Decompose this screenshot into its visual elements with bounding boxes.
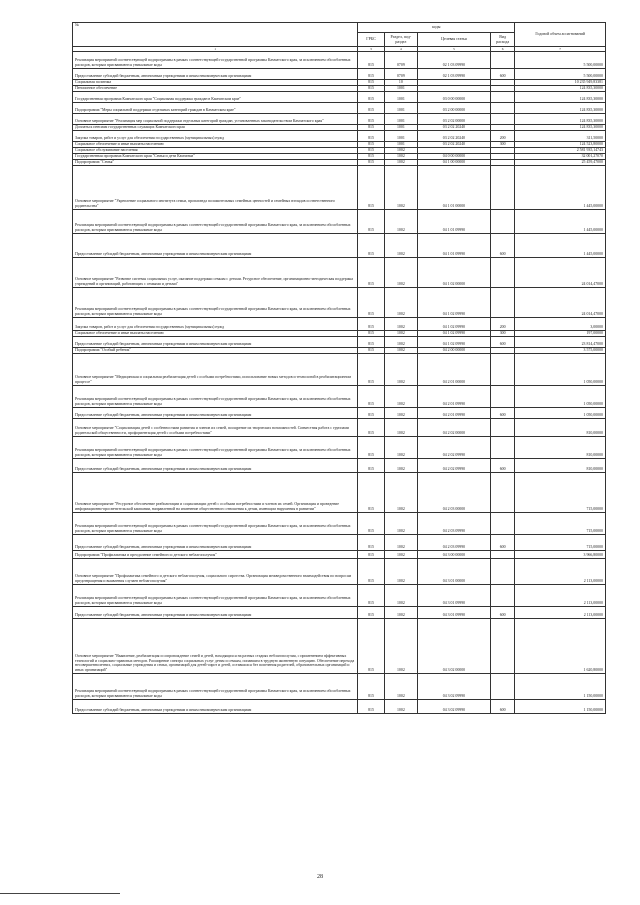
col-index: 7 [515,47,606,52]
row-sum: 1 150,00000 [515,674,606,700]
row-grbs: 815 [358,258,385,288]
table-row [73,473,606,513]
row-expense-type: 300 [490,142,514,148]
row-target-article: 03 2 02 20240 [417,125,490,131]
row-name: Реализация мероприятий соответствующей подпрограммы в рамках соответствующей государственной программы Камчатского края, за исключением обособленных расходов, которым присваиваются уникальные коды [73,674,358,700]
row-section: 1002 [384,535,417,551]
row-target-article: 03 2 02 00000 [417,114,490,125]
row-sum: 311,50000 [515,131,606,142]
row-name: Основное мероприятие "Выявление, реабилитация и сопровождение семей и детей, находящихся на разных стадиях неблагополучия, с применением эффективных технологий и социально-правовых методов. Расширение спектра социальных услуг детям и семьям, попавшим в трудную жизненную ситуацию. Обеспечение перехода несовершеннолетних, социальные учреждения и семьи, организаций для детей-сирот и детей, оставшихся без попечения родителей, образовательных организаций и иных организаций" [73,619,358,674]
budget-document [72,22,606,714]
row-name: Подпрограмма "Профилактика и преодоление семейного и детского неблагополучия" [73,551,358,559]
row-sum: 3 575,00000 [515,348,606,354]
row-grbs: 815 [358,459,385,473]
row-target-article: 02 1 03 09990 [417,52,490,69]
row-expense-type [490,619,514,674]
row-sum: 1 050,00000 [515,408,606,419]
row-sum: 1 150,00000 [515,700,606,714]
row-sum: 715,00000 [515,473,606,513]
row-grbs: 815 [358,386,385,408]
row-name: Подпрограмма "Особый ребенок" [73,348,358,354]
row-name: Доплаты к пенсиям государственных служащих Камчатского края [73,125,358,131]
row-sum: 5 500,00000 [515,52,606,69]
row-expense-type [490,559,514,585]
row-name: Реализация мероприятий соответствующей подпрограммы в рамках соответствующей государственной программы Камчатского края, за исключением обособленных расходов, которым присваиваются уникальные коды [73,513,358,535]
table-row [73,114,606,125]
row-grbs: 815 [358,551,385,559]
row-target-article: 04 0 00 00000 [417,154,490,160]
col-index: 1 [73,47,358,52]
row-target-article: 04 3 02 09990 [417,674,490,700]
row-section: 1001 [384,103,417,114]
table-row [73,408,606,419]
row-name: Предоставление субсидий бюджетным, автономным учреждениям и иным некоммерческим организациям [73,337,358,348]
header-target-article: Целевая статья [417,33,490,47]
footnote-divider [0,893,120,894]
col-index: 4 [384,47,417,52]
row-sum: 715,00000 [515,513,606,535]
row-target-article: 04 3 02 09990 [417,700,490,714]
row-grbs: 815 [358,80,385,86]
table-row [73,258,606,288]
row-sum: 124 835,30000 [515,114,606,125]
header-grbs: ГРБС [358,33,385,47]
row-sum: 5 500,00000 [515,69,606,80]
row-expense-type [490,166,514,210]
row-sum: 2 581 935,14743 [515,148,606,154]
row-section: 1002 [384,408,417,419]
row-sum: 24 014,47000 [515,288,606,318]
row-name: Основное мероприятие "Медицинская и социальная реабилитация детей с особыми потребностями, использование новых методов и технологий в реабилитационном процессе" [73,354,358,386]
row-section: 1001 [384,131,417,142]
row-sum: 810,00000 [515,459,606,473]
row-grbs: 815 [358,86,385,92]
table-row [73,607,606,619]
page-number: 28 [317,874,323,880]
row-expense-type: 600 [490,535,514,551]
row-sum: 1 445,00000 [515,210,606,234]
row-grbs: 815 [358,210,385,234]
row-grbs: 815 [358,166,385,210]
row-section: 1002 [384,437,417,459]
row-section: 1002 [384,674,417,700]
row-section: 1002 [384,700,417,714]
row-grbs: 815 [358,92,385,103]
row-target-article: 04 1 02 09990 [417,288,490,318]
row-section: 1002 [384,331,417,337]
col-index: 6 [490,47,514,52]
row-target-article: 04 2 01 09990 [417,408,490,419]
row-target-article: 04 2 03 09990 [417,513,490,535]
row-target-article: 04 2 02 09990 [417,459,490,473]
row-section: 1001 [384,125,417,131]
row-expense-type [490,354,514,386]
row-name: Основное мероприятие "Профилактика семейного и детского неблагополучия, социального сиротства. Организация межведомственного взаимодействия по вопросам предотвращения и выявления случаев неблагополучия" [73,559,358,585]
row-section: 1002 [384,337,417,348]
row-sum: 3 966,80000 [515,551,606,559]
table-row [73,419,606,437]
row-target-article: 03 2 02 20240 [417,142,490,148]
row-expense-type: 300 [490,331,514,337]
row-section: 1002 [384,234,417,258]
row-name: Реализация мероприятий соответствующей подпрограммы в рамках соответствующей государственной программы Камчатского края, за исключением обособленных расходов, которым присваиваются уникальные коды [73,386,358,408]
table-row [73,210,606,234]
row-name: Основное мероприятие "Укрепление социального института семьи, пропаганда положительных семейных ценностей и семейных взглядов и ответственного родительства" [73,166,358,210]
row-section: 1002 [384,419,417,437]
row-grbs: 815 [358,674,385,700]
row-section: 1001 [384,114,417,125]
row-section: 1002 [384,160,417,166]
row-name: Закупка товаров, работ и услуг для обеспечения государственных (муниципальных) нужд [73,131,358,142]
header-number: № [73,23,358,47]
row-target-article: 04 3 00 00000 [417,551,490,559]
row-grbs: 815 [358,473,385,513]
row-sum: 1 620,80000 [515,619,606,674]
row-grbs: 815 [358,318,385,331]
header-codes: коды [358,23,515,33]
row-section: 1002 [384,459,417,473]
row-name: Реализация мероприятий соответствующей подпрограммы в рамках соответствующей государственной программы Камчатского края, за исключением обособленных расходов, которым присваиваются уникальные коды [73,585,358,607]
row-expense-type [490,473,514,513]
row-target-article: 03 2 00 00000 [417,103,490,114]
row-target-article: 04 2 03 09990 [417,535,490,551]
budget-table [72,22,606,714]
col-index: 3 [358,47,385,52]
row-sum: 124 523,80000 [515,142,606,148]
table-row [73,535,606,551]
row-section: 1002 [384,559,417,585]
table-row [73,288,606,318]
row-target-article: 02 1 03 09990 [417,69,490,80]
row-sum: 32 001,27070 [515,154,606,160]
row-name: Закупка товаров, работ и услуг для обеспечения государственных (муниципальных) нужд [73,318,358,331]
row-name: Предоставление субсидий бюджетным, автономным учреждениям и иным некоммерческим организациям [73,234,358,258]
row-target-article: 04 1 02 09990 [417,331,490,337]
table-row [73,437,606,459]
table-row [73,354,606,386]
row-grbs: 815 [358,585,385,607]
row-grbs: 815 [358,69,385,80]
row-section: 0709 [384,69,417,80]
table-row [73,386,606,408]
row-expense-type: 600 [490,459,514,473]
row-target-article: 04 1 00 00000 [417,160,490,166]
row-expense-type: 200 [490,131,514,142]
row-grbs: 815 [358,52,385,69]
row-grbs: 815 [358,559,385,585]
row-grbs: 815 [358,114,385,125]
row-expense-type: 600 [490,337,514,348]
row-sum: 1 445,00000 [515,166,606,210]
table-row [73,103,606,114]
row-sum: 2 113,00000 [515,607,606,619]
row-name: Предоставление субсидий бюджетным, автономным учреждениям и иным некоммерческим организациям [73,459,358,473]
row-expense-type [490,419,514,437]
row-sum: 124 835,30000 [515,125,606,131]
row-sum: 810,00000 [515,437,606,459]
row-expense-type [490,674,514,700]
row-section: 1002 [384,386,417,408]
table-row [73,131,606,142]
row-section: 1002 [384,258,417,288]
row-sum: 810,00000 [515,419,606,437]
row-section: 1002 [384,210,417,234]
row-target-article: 04 2 01 00000 [417,354,490,386]
row-target-article: 03 0 00 00000 [417,92,490,103]
row-grbs: 815 [358,125,385,131]
row-sum: 124 835,30000 [515,92,606,103]
row-section: 1002 [384,288,417,318]
row-name: Подпрограмма "Меры социальной поддержки отдельных категорий граждан в Камчатском крае" [73,103,358,114]
row-name: Социальное обеспечение и иные выплаты населению [73,331,358,337]
header-section: Раздел, под- раздел [384,33,417,47]
row-name: Государственная программа Камчатского края "Семья и дети Камчатки" [73,154,358,160]
row-name: Предоставление субсидий бюджетным, автономным учреждениям и иным некоммерческим организациям [73,408,358,419]
row-target-article: 04 3 01 09990 [417,585,490,607]
row-grbs: 815 [358,148,385,154]
row-section: 1002 [384,318,417,331]
row-name: Предоставление субсидий бюджетным, автономным учреждениям и иным некоммерческим организациям [73,700,358,714]
row-sum: 25 459,47000 [515,160,606,166]
row-section: 10 [384,80,417,86]
table-row [73,337,606,348]
row-expense-type: 600 [490,700,514,714]
row-sum: 1 050,00000 [515,386,606,408]
row-name: Государственная программа Камчатского края "Социальная поддержка граждан в Камчатском крае" [73,92,358,103]
row-name: Социальная политика [73,80,358,86]
row-grbs: 815 [358,103,385,114]
row-sum: 124 835,30000 [515,86,606,92]
row-expense-type: 200 [490,318,514,331]
row-section: 1002 [384,148,417,154]
row-name: Социальное обеспечение и иные выплаты населению [73,142,358,148]
row-grbs: 815 [358,700,385,714]
row-section: 1002 [384,348,417,354]
row-target-article: 04 3 01 09990 [417,607,490,619]
table-row [73,551,606,559]
row-grbs: 815 [358,331,385,337]
row-section: 1001 [384,86,417,92]
row-expense-type [490,52,514,69]
col-index: 5 [417,47,490,52]
row-sum: 24 014,47000 [515,258,606,288]
header-expense-type: Вид расхода [490,33,514,47]
row-grbs: 815 [358,288,385,318]
row-sum: 3,00000 [515,318,606,331]
row-name: Предоставление субсидий бюджетным, автономным учреждениям и иным некоммерческим организациям [73,535,358,551]
row-name: Подпрограмма "Семья" [73,160,358,166]
row-grbs: 815 [358,142,385,148]
table-row [73,674,606,700]
row-name: Пенсионное обеспечение [73,86,358,92]
row-expense-type [490,114,514,125]
row-target-article: 04 2 03 00000 [417,473,490,513]
row-section: 1002 [384,607,417,619]
row-grbs: 815 [358,234,385,258]
table-row [73,166,606,210]
table-row [73,700,606,714]
row-target-article: 04 2 00 00000 [417,348,490,354]
row-target-article: 03 2 02 20240 [417,131,490,142]
row-section: 1001 [384,92,417,103]
row-target-article: 04 2 02 09990 [417,437,490,459]
row-target-article: 04 1 01 09990 [417,210,490,234]
table-row [73,318,606,331]
row-name: Основное мероприятие "Реализация мер социальной поддержки отдельных категорий граждан, установленных законодательством Камчатского края" [73,114,358,125]
row-grbs: 815 [358,619,385,674]
row-expense-type [490,513,514,535]
row-target-article: 04 1 02 09990 [417,337,490,348]
row-section: 1002 [384,513,417,535]
table-row [73,559,606,585]
row-name: Реализация мероприятий соответствующей подпрограммы в рамках соответствующей государственной программы Камчатского края, за исключением обособленных расходов, которым присваиваются уникальные коды [73,288,358,318]
row-target-article: 04 3 02 00000 [417,619,490,674]
row-grbs: 815 [358,337,385,348]
table-row [73,234,606,258]
table-row [73,585,606,607]
row-sum: 1 445,00000 [515,234,606,258]
row-section: 1002 [384,354,417,386]
row-sum: 715,00000 [515,535,606,551]
row-section: 1002 [384,473,417,513]
row-expense-type [490,92,514,103]
row-expense-type [490,551,514,559]
row-sum: 23 814,47000 [515,337,606,348]
row-grbs: 815 [358,154,385,160]
row-sum: 1 050,00000 [515,354,606,386]
row-section: 1002 [384,154,417,160]
row-target-article: 04 2 01 09990 [417,386,490,408]
row-grbs: 815 [358,535,385,551]
row-name: Реализация мероприятий соответствующей подпрограммы в рамках соответствующей государственной программы Камчатского края, за исключением обособленных расходов, которым присваиваются уникальные коды [73,210,358,234]
row-expense-type [490,258,514,288]
row-section: 1002 [384,166,417,210]
row-name: Основное мероприятие "Развитие системы социальных услуг, оказание поддержки семьям с детьми. Ресурсное обеспечение, организационно-методическая поддержка учреждений и организаций, работающих с семьями и детьми" [73,258,358,288]
row-section: 1001 [384,142,417,148]
row-grbs: 815 [358,348,385,354]
row-sum: 197,00000 [515,331,606,337]
table-row [73,69,606,80]
row-section: 1002 [384,551,417,559]
row-target-article: 04 1 02 00000 [417,258,490,288]
row-target-article: 04 1 01 00000 [417,166,490,210]
row-name: Реализация мероприятий соответствующей подпрограммы в рамках соответствующей государственной программы Камчатского края, за исключением обособленных расходов, которым присваиваются уникальные коды [73,437,358,459]
row-grbs: 815 [358,419,385,437]
row-expense-type [490,585,514,607]
row-section: 1002 [384,585,417,607]
table-row [73,513,606,535]
table-row [73,92,606,103]
row-section: 0709 [384,52,417,69]
row-name: Предоставление субсидий бюджетным, автономным учреждениям и иным некоммерческим организациям [73,69,358,80]
row-target-article: 04 2 02 00000 [417,419,490,437]
row-name: Основное мероприятие "Социализация детей с особенностями развития и членов их семей, поощрение их творческих возможностей. Совместная работа с группами родительской общественности, профориентация детей с особыми потребностями" [73,419,358,437]
row-name: Реализация мероприятий соответствующей подпрограммы в рамках соответствующей государственной программы Камчатского края, за исключением обособленных расходов, которым присваиваются уникальные коды [73,52,358,69]
row-expense-type [490,103,514,114]
row-grbs: 815 [358,437,385,459]
row-grbs: 815 [358,408,385,419]
row-name: Основное мероприятие "Ресурсное обеспечение реабилитации и социализации детей с особыми потребностями и членов их семей. Организация и проведение информационно-просветительской кампании, направленной на изменение общественного отношения к детям, имеющим нарушения в развитии" [73,473,358,513]
row-name: Предоставление субсидий бюджетным, автономным учреждениям и иным некоммерческим организациям [73,607,358,619]
row-sum: 2 113,00000 [515,585,606,607]
row-expense-type [490,437,514,459]
row-grbs: 815 [358,131,385,142]
row-target-article: 04 1 01 09990 [417,234,490,258]
row-expense-type: 600 [490,69,514,80]
row-sum: 124 835,30000 [515,103,606,114]
row-sum: 2 113,00000 [515,559,606,585]
table-row [73,619,606,674]
header-annual-sum: Годовой объем ассигнований [515,23,606,47]
row-grbs: 815 [358,513,385,535]
budget-rows [73,52,606,714]
row-expense-type: 600 [490,607,514,619]
table-row [73,52,606,69]
row-target-article: 04 3 01 00000 [417,559,490,585]
table-row [73,459,606,473]
row-expense-type: 600 [490,408,514,419]
row-sum: 10 235 949,83381 [515,80,606,86]
row-section: 1002 [384,619,417,674]
row-name: Социальное обслуживание населения [73,148,358,154]
row-expense-type [490,210,514,234]
row-expense-type [490,386,514,408]
row-target-article: 04 1 02 09990 [417,318,490,331]
row-expense-type: 600 [490,234,514,258]
row-grbs: 815 [358,160,385,166]
row-grbs: 815 [358,607,385,619]
row-grbs: 815 [358,354,385,386]
row-expense-type [490,288,514,318]
